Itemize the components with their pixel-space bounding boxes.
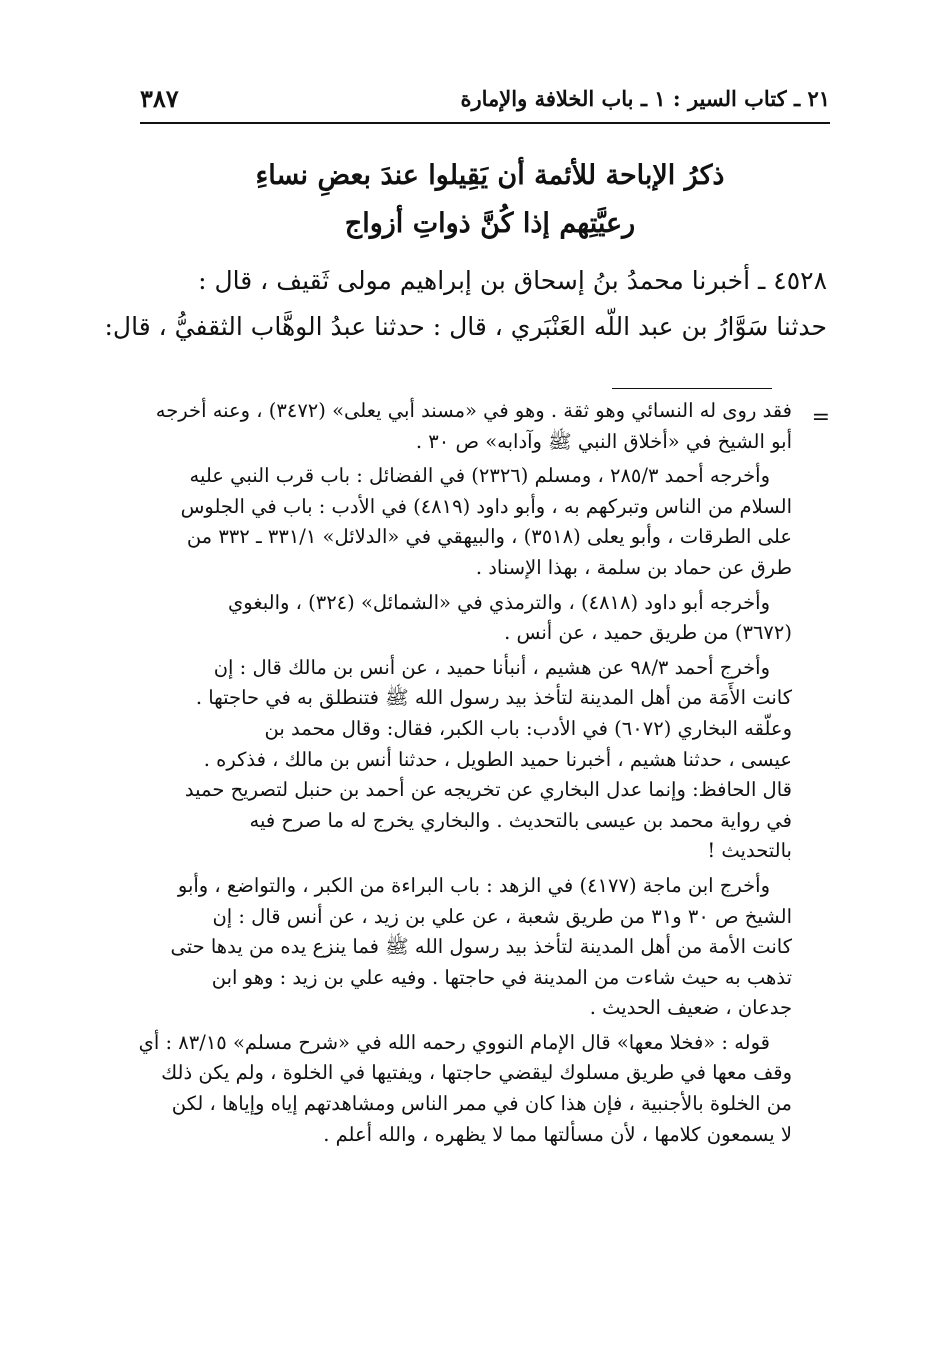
footnote-line: كانت الأَمَة من أهل المدينة لتأخذ بيد رسول الله ﷺ فتنطلق به في حاجتها .	[195, 686, 792, 710]
footnote-line: وأخرجه أحمد ٢٨٥/٣ ، ومسلم (٢٣٢٦) في الفضائل : باب قرب النبي عليه	[189, 464, 770, 488]
footnote-line: وعلّقه البخاري (٦٠٧٢) في الأدب: باب الكبر، فقال: وقال محمد بن	[264, 716, 792, 740]
footnote-line: (٣٦٧٢) من طريق حميد ، عن أنس .	[504, 621, 792, 645]
footnotes	[138, 396, 792, 1150]
footnote-line: على الطرقات ، وأبو يعلى (٣٥١٨) ، والبيهقي في «الدلائل» ٣٣١/١ ـ ٣٣٢ من	[186, 525, 792, 549]
hadith-text-line-2: حدثنا سَوَّارُ بن عبد اللّه العَنْبَري ، قال : حدثنا عبدُ الوهَّاب الثقفيُّ ، قال:	[104, 312, 827, 341]
footnote-line: عيسى ، حدثنا هشيم ، أخبرنا حميد الطويل ، حدثنا أنس بن مالك ، فذكره .	[203, 747, 792, 771]
footnote-line: قال الحافظ: وإنما عدل البخاري عن تخريجه عن أحمد بن حنبل لتصريح حميد	[184, 778, 792, 802]
footnote-line: الشيخ ص ٣٠ و٣١ من طريق شعبة ، عن علي بن زيد ، عن أنس قال : إن	[212, 904, 792, 928]
footnote-line: وأخرج ابن ماجة (٤١٧٧) في الزهد : باب البراءة من الكبر ، والتواضع ، وأبو	[177, 873, 770, 897]
footnote-line: من الخلوة بالأجنبية ، فإن هذا كان في ممر الناس ومشاهدتهم إياه وإياها ، لكن	[171, 1092, 792, 1116]
footnote-line: طرق عن حماد بن سلمة ، بهذا الإسناد .	[475, 555, 792, 579]
footnote-separator	[612, 388, 772, 389]
footnote-line: أبو الشيخ في «أخلاق النبي ﷺ وآدابه» ص ٣٠ .	[415, 429, 792, 453]
footnote-line: لا يسمعون كلامها ، لأن مسألتها مما لا يظهره ، والله أعلم .	[323, 1122, 792, 1146]
hadith-text-line-1: ٤٥٢٨ ـ أخبرنا محمدُ بنُ إسحاق بن إبراهيم مولى ثَقيف ، قال :	[198, 266, 827, 295]
footnote-line: بالتحديث !	[707, 839, 792, 863]
footnote-line: كانت الأمة من أهل المدينة لتأخذ بيد رسول الله ﷺ فما ينزع يده من يدها حتى	[170, 935, 792, 959]
page-header	[140, 82, 830, 124]
footnote-line: فقد روى له النسائي وهو ثقة . وهو في «مسند أبي يعلى» (٣٤٧٢) ، وعنه أخرجه	[155, 399, 792, 422]
footnote-continuation-marker: =	[811, 405, 830, 430]
chapter-title-line-2: رعيَّتِهم إذا كُنَّ ذواتِ أزواج	[344, 208, 636, 239]
footnote-line: تذهب به حيث شاءت من المدينة في حاجتها . وفيه علي بن زيد : وهو ابن	[211, 965, 792, 989]
footnote-line: في رواية محمد بن عيسى بالتحديث . والبخاري يخرج له ما صرح فيه	[249, 808, 792, 832]
footnote-line: وأخرج أحمد ٩٨/٣ عن هشيم ، أنبأنا حميد ، عن أنس بن مالك قال : إن	[213, 655, 770, 679]
page-number: ٣٨٧	[140, 84, 179, 113]
chapter-title-line-1: ذكرُ الإباحة للأئمة أن يَقِيلوا عندَ بعضِ نساءِ	[255, 160, 725, 191]
footnote-line: وقف معها في طريق مسلوك ليقضي حاجتها ، ويفتيها في الخلوة ، ولم يكن ذلك	[161, 1061, 792, 1085]
footnote-line: قوله : «فخلا معها» قال الإمام النووي رحمه الله في «شرح مسلم» ٨٣/١٥ : أي	[138, 1030, 770, 1054]
running-title: ٢١ ـ كتاب السير : ١ ـ باب الخلافة والإمارة	[460, 86, 830, 111]
footnote-line: جدعان ، ضعيف الحديث .	[589, 996, 792, 1020]
footnote-line: وأخرجه أبو داود (٤٨١٨) ، والترمذي في «الشمائل» (٣٢٤) ، والبغوي	[228, 590, 770, 614]
footnote-line: السلام من الناس وتبركهم به ، وأبو داود (٤٨١٩) في الأدب : باب في الجلوس	[180, 494, 792, 518]
